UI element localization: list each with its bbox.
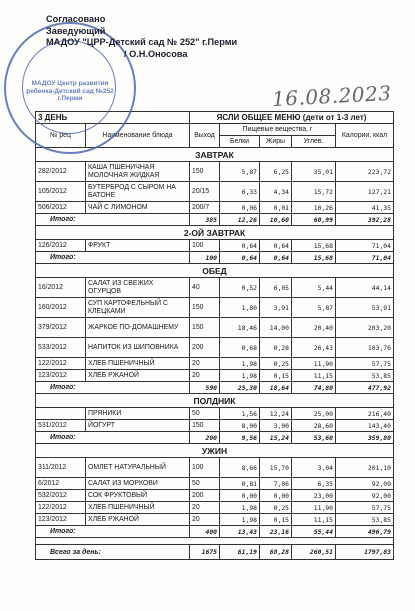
grand-total-fat: 68,28 <box>260 545 292 560</box>
grand-total-protein: 61,19 <box>220 545 260 560</box>
dish-carbs: 11,15 <box>292 514 336 526</box>
dish-yield: 200/7 <box>190 202 220 214</box>
dish-kcal: 203,20 <box>336 318 394 338</box>
dish-fat: 15,70 <box>260 458 292 478</box>
dish-protein: 8,00 <box>220 420 260 432</box>
dish-yield: 150 <box>190 420 220 432</box>
table-row <box>36 490 394 502</box>
col-nutrients: Пищевые вещества, г <box>220 124 336 136</box>
grand-total-row <box>36 545 394 560</box>
recipe-number: 123/2012 <box>36 514 86 526</box>
dish-kcal: 223,72 <box>336 162 394 182</box>
recipe-number: 122/2012 <box>36 358 86 370</box>
dish-yield: 100 <box>190 458 220 478</box>
dish-fat: 0,25 <box>260 358 292 370</box>
dish-yield: 40 <box>190 278 220 298</box>
dish-name: САЛАТ ИЗ МОРКОВИ <box>86 478 190 490</box>
dish-protein: 5,87 <box>220 162 260 182</box>
dish-kcal: 44,14 <box>336 278 394 298</box>
recipe-number: 532/2012 <box>36 490 86 502</box>
dish-fat: 14,00 <box>260 318 292 338</box>
dish-carbs: 15,72 <box>292 182 336 202</box>
col-protein: Белки <box>220 136 260 148</box>
dish-protein: 6,33 <box>220 182 260 202</box>
approval-block <box>46 14 237 60</box>
recipe-number: 6/2012 <box>36 478 86 490</box>
total-protein: 0,64 <box>220 252 260 264</box>
dish-yield: 200 <box>190 490 220 502</box>
dish-carbs: 23,00 <box>292 490 336 502</box>
spacer-cell <box>36 538 394 545</box>
grand-total-yield: 1675 <box>190 545 220 560</box>
spacer-row <box>36 538 394 545</box>
dish-fat: 0,64 <box>260 240 292 252</box>
recipe-number: 126/2012 <box>36 240 86 252</box>
dish-yield: 150 <box>190 318 220 338</box>
menu-sheet <box>35 111 393 560</box>
handwritten-date: 16.08.2023 <box>271 80 393 112</box>
dish-fat: 6,05 <box>260 278 292 298</box>
total-carbs: 74,80 <box>292 382 336 394</box>
dish-carbs: 28,60 <box>292 420 336 432</box>
table-row <box>36 420 394 432</box>
menu-title: ЯСЛИ ОБЩЕЕ МЕНЮ (дети от 1-3 лет) <box>190 112 394 124</box>
dish-fat: 0,01 <box>260 202 292 214</box>
total-protein: 9,56 <box>220 432 260 444</box>
dish-fat: 0,28 <box>260 338 292 358</box>
recipe-number: 531/2012 <box>36 420 86 432</box>
dish-protein: 18,46 <box>220 318 260 338</box>
dish-name: ФРУКТ <box>86 240 190 252</box>
total-fat: 10,60 <box>260 214 292 226</box>
dish-name: ХЛЕБ РЖАНОЙ <box>86 370 190 382</box>
dish-yield: 20 <box>190 358 220 370</box>
meal-header-row <box>36 444 394 458</box>
dish-fat: 0,00 <box>260 490 292 502</box>
dish-kcal: 57,75 <box>336 502 394 514</box>
total-kcal: 477,92 <box>336 382 394 394</box>
dish-kcal: 41,35 <box>336 202 394 214</box>
dish-name: САЛАТ ИЗ СВЕЖИХ ОГУРЦОВ <box>86 278 190 298</box>
table-row <box>36 318 394 338</box>
table-row <box>36 202 394 214</box>
dish-yield: 20/15 <box>190 182 220 202</box>
dish-protein: 1,98 <box>220 358 260 370</box>
meal-title: ЗАВТРАК <box>36 148 394 162</box>
recipe-number: 123/2012 <box>36 370 86 382</box>
meal-total-row <box>36 432 394 444</box>
total-yield: 200 <box>190 432 220 444</box>
dish-name: СОК ФРУКТОВЫЙ <box>86 490 190 502</box>
dish-fat: 12,24 <box>260 408 292 420</box>
dish-protein: 8,66 <box>220 458 260 478</box>
dish-carbs: 11,15 <box>292 370 336 382</box>
meal-header-row <box>36 264 394 278</box>
dish-carbs: 20,40 <box>292 318 336 338</box>
dish-protein: 0,06 <box>220 202 260 214</box>
table-row <box>36 298 394 318</box>
dish-name: КАША ПШЕНИЧНАЯ МОЛОЧНАЯ ЖИДКАЯ <box>86 162 190 182</box>
total-carbs: 15,68 <box>292 252 336 264</box>
dish-yield: 100 <box>190 240 220 252</box>
dish-kcal: 92,00 <box>336 490 394 502</box>
dish-kcal: 143,40 <box>336 420 394 432</box>
dish-protein: 1,98 <box>220 502 260 514</box>
total-label: Итого: <box>36 432 190 444</box>
total-yield: 400 <box>190 526 220 538</box>
dish-kcal: 127,21 <box>336 182 394 202</box>
recipe-number: 160/2012 <box>36 298 86 318</box>
table-row <box>36 278 394 298</box>
dish-name: ЖАРКОЕ ПО-ДОМАШНЕМУ <box>86 318 190 338</box>
dish-protein: 0,68 <box>220 338 260 358</box>
approval-agreed: Согласовано <box>46 14 106 24</box>
meal-title: 2-ОЙ ЗАВТРАК <box>36 226 394 240</box>
dish-yield: 20 <box>190 502 220 514</box>
dish-fat: 0,15 <box>260 514 292 526</box>
dish-carbs: 5,44 <box>292 278 336 298</box>
total-protein: 12,26 <box>220 214 260 226</box>
dish-name: ЧАЙ С ЛИМОНОМ <box>86 202 190 214</box>
dish-fat: 0,15 <box>260 370 292 382</box>
total-fat: 23,16 <box>260 526 292 538</box>
recipe-number: 122/2012 <box>36 502 86 514</box>
dish-yield: 20 <box>190 514 220 526</box>
meal-total-row <box>36 382 394 394</box>
approval-position: Заведующий <box>46 25 106 36</box>
table-row <box>36 502 394 514</box>
total-fat: 18,64 <box>260 382 292 394</box>
table-row <box>36 162 394 182</box>
recipe-number: 16/2012 <box>36 278 86 298</box>
dish-protein: 0,00 <box>220 490 260 502</box>
dish-name: БУТЕРБРОД С СЫРОМ НА БАТОНЕ <box>86 182 190 202</box>
meal-header-row <box>36 394 394 408</box>
dish-name: СУП КАРТОФЕЛЬНЫЙ С КЛЕЦКАМИ <box>86 298 190 318</box>
dish-carbs: 6,35 <box>292 478 336 490</box>
total-kcal: 496,79 <box>336 526 394 538</box>
dish-name: ПРЯНИКИ <box>86 408 190 420</box>
menu-body <box>36 148 394 560</box>
dish-fat: 0,25 <box>260 502 292 514</box>
meal-title: УЖИН <box>36 444 394 458</box>
dish-protein: 1,80 <box>220 298 260 318</box>
total-yield: 100 <box>190 252 220 264</box>
dish-protein: 1,98 <box>220 370 260 382</box>
grand-total-label: Всего за день: <box>36 545 190 560</box>
total-label: Итого: <box>36 252 190 264</box>
recipe-number: 506/2012 <box>36 202 86 214</box>
dish-fat: 3,91 <box>260 298 292 318</box>
dish-carbs: 3,04 <box>292 458 336 478</box>
day-label: 3 ДЕНЬ <box>36 112 190 124</box>
total-kcal: 71,04 <box>336 252 394 264</box>
dish-kcal: 216,40 <box>336 408 394 420</box>
table-row <box>36 514 394 526</box>
total-kcal: 392,28 <box>336 214 394 226</box>
dish-carbs: 11,90 <box>292 502 336 514</box>
total-kcal: 359,80 <box>336 432 394 444</box>
grand-total-kcal: 1797,83 <box>336 545 394 560</box>
col-dish-name: Наименование блюда <box>86 124 190 148</box>
dish-carbs: 15,68 <box>292 240 336 252</box>
total-carbs: 55,44 <box>292 526 336 538</box>
approval-organization: МАДОУ "ЦРР-Детский сад № 252" г.Перми <box>46 37 238 47</box>
dish-fat: 7,06 <box>260 478 292 490</box>
dish-name: ХЛЕБ ПШЕНИЧНЫЙ <box>86 502 190 514</box>
col-carbs: Углев. <box>292 136 336 148</box>
approval-signature: / О.Н.Оносова <box>124 48 188 59</box>
dish-yield: 50 <box>190 478 220 490</box>
table-row <box>36 358 394 370</box>
menu-table <box>35 111 394 560</box>
dish-name: ХЛЕБ РЖАНОЙ <box>86 514 190 526</box>
stamp-text: МАДОУ Центр развития ребенка-Детский сад №252 г.Перми <box>26 80 114 103</box>
meal-total-row <box>36 214 394 226</box>
total-yield: 385 <box>190 214 220 226</box>
dish-kcal: 103,76 <box>336 338 394 358</box>
dish-kcal: 201,10 <box>336 458 394 478</box>
dish-yield: 150 <box>190 298 220 318</box>
table-row <box>36 338 394 358</box>
dish-name: ХЛЕБ ПШЕНИЧНЫЙ <box>86 358 190 370</box>
dish-fat: 4,34 <box>260 182 292 202</box>
dish-name: ЙОГУРТ <box>86 420 190 432</box>
total-protein: 13,43 <box>220 526 260 538</box>
total-label: Итого: <box>36 214 190 226</box>
table-row <box>36 478 394 490</box>
table-row <box>36 408 394 420</box>
recipe-number: 533/2012 <box>36 338 86 358</box>
dish-carbs: 5,87 <box>292 298 336 318</box>
table-row <box>36 240 394 252</box>
table-row <box>36 458 394 478</box>
dish-carbs: 25,00 <box>292 408 336 420</box>
recipe-number: 379/2012 <box>36 318 86 338</box>
recipe-number: 311/2012 <box>36 458 86 478</box>
total-label: Итого: <box>36 382 190 394</box>
col-calories: Калории, ккал <box>336 124 394 148</box>
total-protein: 25,30 <box>220 382 260 394</box>
recipe-number: 282/2012 <box>36 162 86 182</box>
dish-carbs: 26,43 <box>292 338 336 358</box>
dish-yield: 50 <box>190 408 220 420</box>
dish-kcal: 92,09 <box>336 478 394 490</box>
meal-title: ПОЛДНИК <box>36 394 394 408</box>
total-label: Итого: <box>36 526 190 538</box>
total-fat: 0,64 <box>260 252 292 264</box>
total-carbs: 53,60 <box>292 432 336 444</box>
dish-kcal: 71,04 <box>336 240 394 252</box>
col-recipe-number: № рец <box>36 124 86 148</box>
total-yield: 590 <box>190 382 220 394</box>
recipe-number <box>36 408 86 420</box>
dish-fat: 3,00 <box>260 420 292 432</box>
meal-total-row <box>36 526 394 538</box>
dish-protein: 0,52 <box>220 278 260 298</box>
meal-title: ОБЕД <box>36 264 394 278</box>
table-row <box>36 182 394 202</box>
dish-kcal: 53,85 <box>336 514 394 526</box>
meal-header-row <box>36 226 394 240</box>
dish-protein: 0,64 <box>220 240 260 252</box>
col-fat: Жиры <box>260 136 292 148</box>
dish-protein: 1,98 <box>220 514 260 526</box>
dish-kcal: 53,91 <box>336 298 394 318</box>
dish-protein: 0,81 <box>220 478 260 490</box>
total-carbs: 60,99 <box>292 214 336 226</box>
dish-carbs: 35,01 <box>292 162 336 182</box>
total-fat: 15,24 <box>260 432 292 444</box>
dish-carbs: 11,90 <box>292 358 336 370</box>
meal-total-row <box>36 252 394 264</box>
dish-kcal: 57,75 <box>336 358 394 370</box>
dish-name: ОМЛЕТ НАТУРАЛЬНЫЙ <box>86 458 190 478</box>
dish-yield: 200 <box>190 338 220 358</box>
dish-yield: 150 <box>190 162 220 182</box>
recipe-number: 105/2012 <box>36 182 86 202</box>
dish-fat: 6,25 <box>260 162 292 182</box>
dish-name: НАПИТОК ИЗ ШИПОВНИКА <box>86 338 190 358</box>
grand-total-carbs: 260,51 <box>292 545 336 560</box>
col-yield: Выход <box>190 124 220 148</box>
dish-protein: 1,56 <box>220 408 260 420</box>
dish-kcal: 53,85 <box>336 370 394 382</box>
dish-carbs: 10,26 <box>292 202 336 214</box>
table-row <box>36 370 394 382</box>
dish-yield: 20 <box>190 370 220 382</box>
